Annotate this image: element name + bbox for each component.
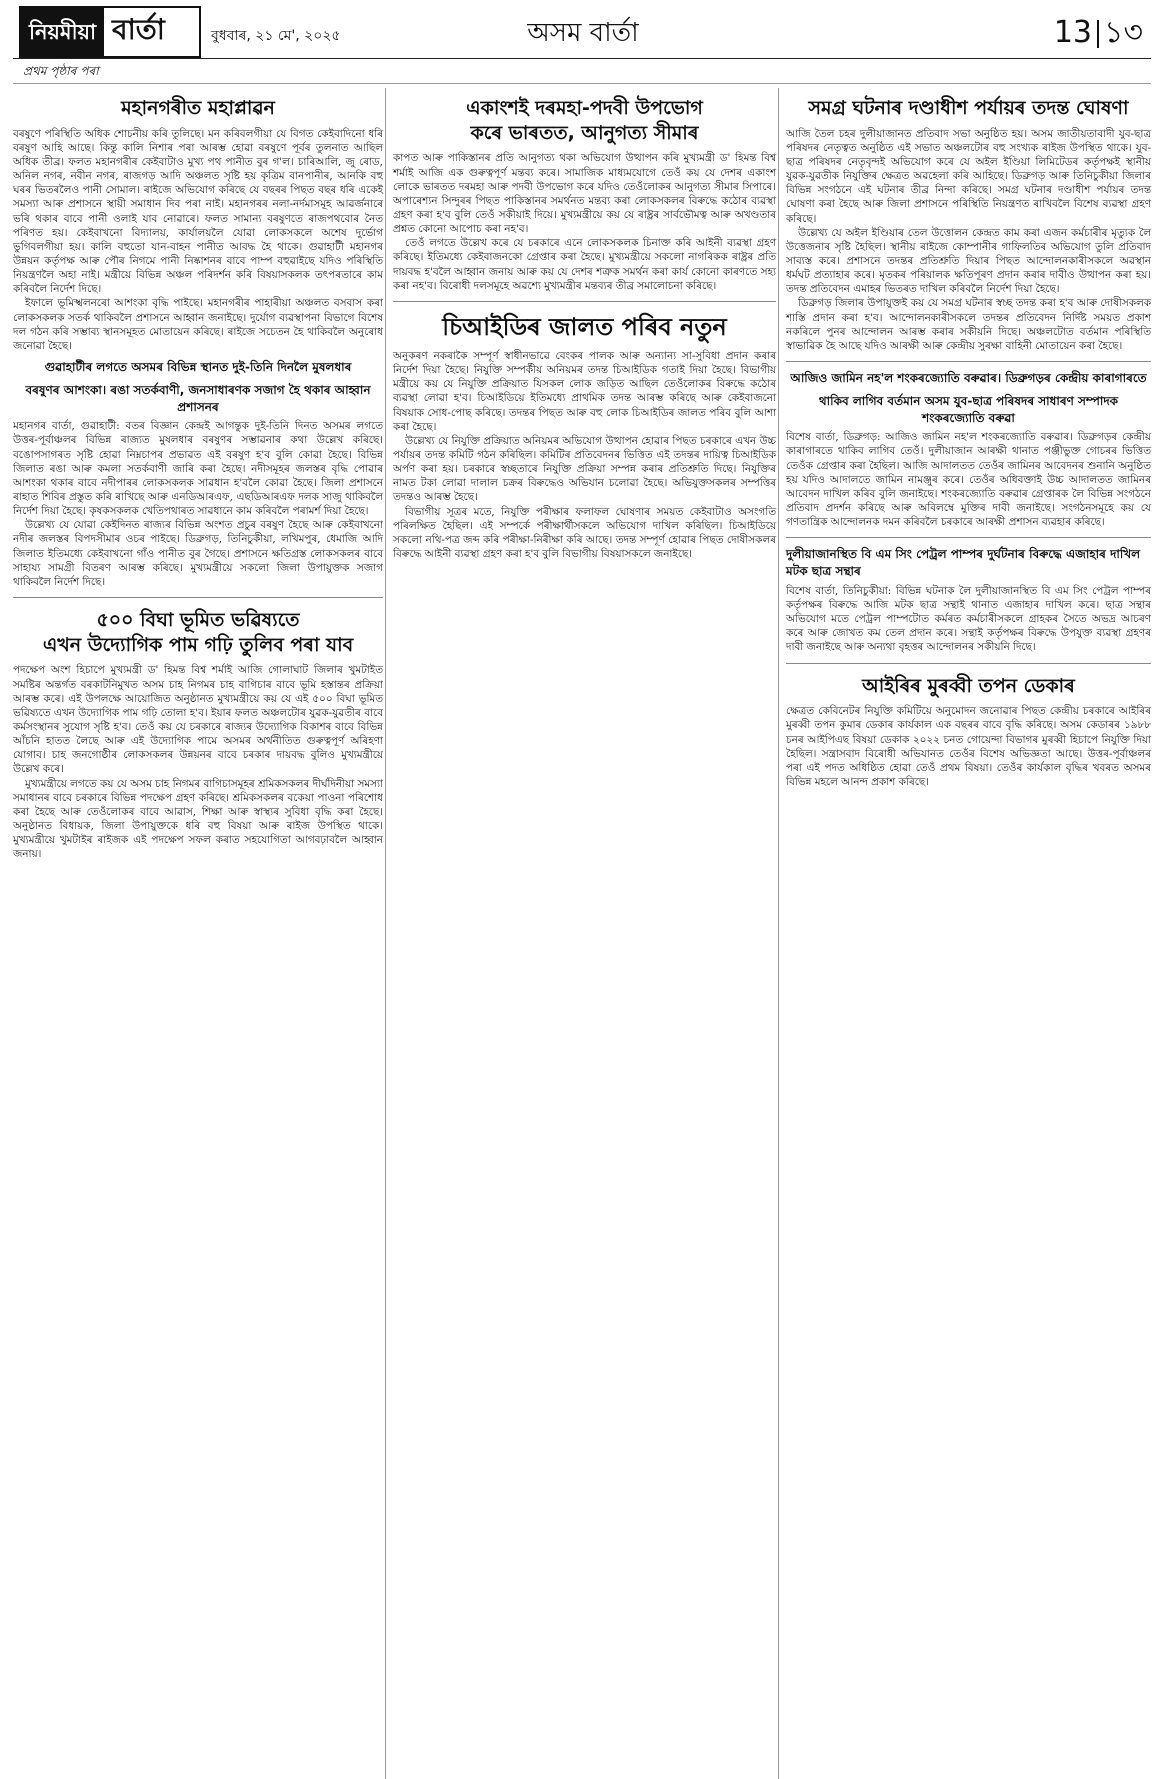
headline-ib-chief: আইৰিৰ মুৰব্বী তপন ডেকাৰ [862,674,1075,697]
article-paragraph: উল্লেখ্য যে নিযুক্তি প্ৰক্ৰিয়াত অনিয়মৰ অভিযোগ উত্থাপন হোৱাৰ পিছত চৰকাৰে এখন উচ্চ পৰ্যায়ৰ তদন্ত কমিটি গঠন কৰিছিল। কমিটিৰ প্ৰতিবেদনৰ ভিত্তিত এই তদন্তৰ দায়িত্ব চিআইডিক অৰ্পণ কৰা হয়। চৰকাৰে স্বচ্ছতাৰে নিযুক্তি প্ৰক্ৰিয়া সম্পন্ন কৰাৰ প্ৰতিশ্ৰুতি দিছে। নিযুক্তিৰ নামত টকা লোৱা দালাল চক্ৰৰ বিৰুদ্ধেও অভিযান চলোৱা হৈছে। অভিযুক্তসকলৰ সম্পত্তিৰ তদন্তও আৰম্ভ হৈছে। [393,434,776,504]
article-columns [13,86,1151,1779]
headline-flood: মহানগৰীত মহাপ্লাৱন [121,97,275,119]
continuation-label: প্ৰথম পৃষ্ঠাৰ পৰা [23,64,99,78]
article-paragraph: মুখ্যমন্ত্ৰীয়ে লগতে কয় যে অসম চাহ নিগমৰ বাগিচাসমূহৰ শ্ৰমিকসকলৰ দীৰ্ঘদিনীয়া সমস্যা সমাধানৰ বাবে চৰকাৰে বিভিন্ন পদক্ষেপ গ্ৰহণ কৰিছে। শ্ৰমিকসকলৰ বকেয়া পাওনা পৰিশোধ কৰা হৈছে আৰু তেওঁলোকৰ বাবে আৱাস, শিক্ষা আৰু স্বাস্থ্যৰ সুবিধা বৃদ্ধি কৰা হৈছে। অনুষ্ঠানত বিধায়ক, জিলা উপায়ুক্তকে ধৰি বহু বিষয়া আৰু ৰাইজ উপস্থিত থাকে। মুখ্যমন্ত্ৰীয়ে খুমটাইৰ ৰাইজক এই পদক্ষেপ সফল কৰাত সহযোগিতা আগবঢ়াবলৈ আহ্বান জনায়। [13,777,383,861]
article-paragraph: অনুকৰণ নকৰাকৈ সম্পূৰ্ণ স্বাধীনভাৱে বেংকৰ পালক আৰু অন্যান্য সা-সুবিধা প্ৰদান কৰাৰ নিৰ্দেশ দিয়া হৈছে। নিযুক্তি সম্পৰ্কীয় অনিয়মৰ তদন্ত চিআইডিক গতাই দিয়া হৈছে। বিভাগীয় মন্ত্ৰীয়ে কয় যে নিযুক্তি প্ৰক্ৰিয়াত যিসকল লোক জড়িত আছিল তেওঁলোকৰ বিৰুদ্ধে কঠোৰ ব্যৱস্থা লোৱা হ'ব। চিআইডিয়ে ইতিমধ্যে প্ৰাথমিক তদন্ত আৰম্ভ কৰিছে আৰু কেইবাজনো বিষয়াক সোধ-পোছ কৰিছে। তদন্তৰ পিছত আৰু বহু লোক চিআইডিৰ জালত পৰিব বুলি আশা কৰা হৈছে। [393,349,776,433]
article-paragraph: ইফালে ভূমিস্খলনৰো আশংকা বৃদ্ধি পাইছে। মহানগৰীৰ পাহাৰীয়া অঞ্চলত বসবাস কৰা লোকসকলক সতৰ্ক থাকিবলৈ প্ৰশাসনে আহ্বান জনাইছে। দুৰ্যোগ ব্যৱস্থাপনা বিভাগে বিশেষ দল গঠন কৰি সম্ভাব্য স্থানসমূহত মোতায়েন কৰিছে। ৰাইজে সচেতন হৈ থাকিবলৈ অনুৰোধ জনোৱা হৈছে। [13,297,383,352]
headline-loyalty [393,96,776,145]
article-paragraph: মহানগৰ বাৰ্তা, গুৱাহাটী: বতৰ বিজ্ঞান কেন্দ্ৰই আগন্তুক দুই-তিনি দিনত অসমৰ লগতে উত্তৰ-পূৰ্বাঞ্চলৰ বিভিন্ন ৰাজ্যত মুষলধাৰ বৰষুণৰ সম্ভাৱনাৰ কথা উল্লেখ কৰিছে। বঙোপসাগৰত সৃষ্টি হোৱা নিম্নচাপৰ প্ৰভাৱত এই বৰষুণ হ'ব বুলি কোৱা হৈছে। বিভিন্ন জিলাত ৰঙা আৰু কমলা সতৰ্কবাণী জাৰি কৰা হৈছে। নদীসমূহৰ জলস্তৰ বৃদ্ধি পোৱাৰ আশংকা থকাৰ বাবে নদীপাৰৰ লোকসকলক সাৱধান হ'বলৈ কোৱা হৈছে। জিলা প্ৰশাসনে ৰাহাত শিবিৰ প্ৰস্তুত কৰি ৰাখিছে আৰু এনডিআৰএফ, এছডিআৰএফ দলক সাজু থাকিবলৈ নিৰ্দেশ দিয়া হৈছে। কৃষকসকলক খেতিপথাৰত সাৱধানে কাম কৰিবলৈ পৰামৰ্শ দিয়া হৈছে। [13,420,383,518]
article-paragraph: পদক্ষেপ অংশ হিচাপে মুখ্যমন্ত্ৰী ড' হিমন্ত বিশ্ব শৰ্মাই আজি গোলাঘাট জিলাৰ খুমটাইত সমষ্টিৰ অন্তৰ্গত বৰকাটনিমুখত অসম চাহ নিগমৰ চাহ বাগিচাৰ বাবে ভূমি হস্তান্তৰ প্ৰক্ৰিয়া আৰম্ভ কৰে। এই উপলক্ষে আয়োজিত অনুষ্ঠানত মুখ্যমন্ত্ৰীয়ে কয় যে এই ৫০০ বিঘা ভূমিত ভৱিষ্যতে এখন উদ্যোগিক পাম গঢ়ি তোলা হ'ব। ইয়াৰ ফলত অঞ্চলটোৰ যুৱক-যুৱতীৰ বাবে কৰ্মসংস্থানৰ সুযোগ সৃষ্টি হ'ব। তেওঁ কয় যে চৰকাৰে ৰাজ্যৰ উদ্যোগিক বিকাশৰ বাবে বিভিন্ন আঁচনি হাতত লৈছে আৰু এই উদ্যোগিক পামে অসমৰ অৰ্থনীতিত গুৰুত্বপূৰ্ণ অৰিহণা যোগাব। চাহ জনগোষ্ঠীৰ লোকসকলৰ উন্নয়নৰ বাবে চৰকাৰ দায়বদ্ধ বুলিও মুখ্যমন্ত্ৰীয়ে উল্লেখ কৰে। [13,664,383,776]
headline-line: কৰে ভাৰতত, আনুগত্য সীমাৰ [470,121,699,144]
headline-line: এখন উদ্যোগিক পাম গঢ়ি তুলিব পৰা যাব [42,633,354,656]
headline-cid: চিআইডিৰ জালত পৰিব নতুন [442,312,727,341]
subheadline-weather: গুৱাহাটীৰ লগতে অসমৰ বিভিন্ন স্থানত দুই-তিনি দিনলৈ মুষলধাৰ [44,359,352,374]
article-paragraph: উল্লেখ্য যে অইল ইণ্ডিয়াৰ তেল উত্তোলন কেন্দ্ৰত কাম কৰা এজন কৰ্মচাৰীৰ মৃত্যুক লৈ উত্তেজনাৰ সৃষ্টি হৈছিল। স্থানীয় ৰাইজে কোম্পানীৰ গাফিলতিৰ অভিযোগ তুলি প্ৰতিবাদ সাব্যস্ত কৰে। প্ৰশাসনে তদন্তৰ প্ৰতিশ্ৰুতি দিয়াৰ পিছত আন্দোলনকাৰীসকলে অৱস্থান ধৰ্মঘট প্ৰত্যাহাৰ কৰে। মৃতকৰ পৰিয়ালক ক্ষতিপূৰণ প্ৰদান কৰাৰ দাবীও উত্থাপন কৰা হয়। তদন্ত প্ৰতিবেদন এমাহৰ ভিতৰত দাখিল কৰিবলৈ নিৰ্দেশ দিয়া হৈছে। [786,226,1151,296]
column-left [13,86,383,1779]
article-divider [393,301,776,302]
article-paragraph: বৰষুণে পৰিস্থিতি অধিক শোচনীয় কৰি তুলিছে। মন কৰিবলগীয়া যে বিগত কেইবাদিনো ধৰি বৰষুণ আহি আছে। কিন্তু কালি নিশাৰ পৰা আৰম্ভ হোৱা বৰষুণে পূৰ্বৰ তুলনাত আছিল অধিক তীব্ৰ। ফলত মহানগৰীৰ কেইবাটাও মুখ্য পথ পানীত বুৰ গ'ল। চাৰিআলি, জু ৰোড, অনিল নগৰ, নবীন নগৰ, ৰাজগড় আদি অঞ্চলত সৃষ্টি হয় কৃত্ৰিম বানপানীৰ, আনকি বহু ঘৰৰ ভিতৰলৈও পানী সোমাল। ৰাইজে অভিযোগ কৰিছে যে বছৰৰ পিছত বছৰ ধৰি একেই সমস্যা আৰু প্ৰশাসনে স্থায়ী সমাধান দিব পৰা নাই। মহানগৰৰ নলা-নৰ্দমাসমূহ আৱৰ্জনাৰে ভৰি থকাৰ বাবে পানী ওলাই যাব নোৱাৰে। ফলত সামান্য বৰষুণতে ৰাজপথবোৰ নৈত পৰিণত হয়। কেইবাখনো বিদ্যালয়, কাৰ্যালয়লৈ যোৱা লোকসকলে অশেষ দুৰ্ভোগ ভুগিবলগীয়া হয়। কালি বহুতো যান-বাহন পানীত আবদ্ধ হৈ থাকে। গুৱাহাটী মহানগৰ উন্নয়ন কৰ্তৃপক্ষ আৰু পৌৰ নিগমে পানী নিষ্কাশনৰ বাবে পাম্প বহুৱাইছে যদিও পৰিস্থিতি নিয়ন্ত্ৰণলৈ অহা নাই। মন্ত্ৰীয়ে বিভিন্ন অঞ্চল পৰিদৰ্শন কৰি বিষয়াসকলক তৎপৰতাৰে কাম কৰিবলৈ নিৰ্দেশ দিছে। [13,127,383,296]
article-paragraph: উল্লেখ্য যে যোৱা কেইদিনত ৰাজ্যৰ বিভিন্ন অংশত প্ৰচুৰ বৰষুণ হৈছে আৰু কেইবাখনো নদীৰ জলস্তৰ বিপদসীমাৰ ওচৰ পাইছে। ডিব্ৰুগড়, তিনিচুকীয়া, লখিমপুৰ, ধেমাজি আদি জিলাত ইতিমধ্যে কেইবাখনো গাঁও পানীত বুৰ গৈছে। প্ৰশাসনে ক্ষতিগ্ৰস্ত লোকসকলৰ বাবে সাহায্য সামগ্ৰী বিতৰণ আৰম্ভ কৰিছে। মুখ্যমন্ত্ৰীয়ে সকলো জিলা উপায়ুক্তক সজাগ থাকিবলৈ নিৰ্দেশ দিছে। [13,519,383,588]
article-paragraph: ক্ষেত্ৰত কেবিনেটৰ নিযুক্তি কমিটিয়ে অনুমোদন জনোৱাৰ পিছত কেন্দ্ৰীয় চৰকাৰে আইৰিৰ মুৰব্বী তপন কুমাৰ ডেকাৰ কাৰ্যকাল এক বছৰৰ বাবে বৃদ্ধি কৰিছে। অসম কেডাৰৰ ১৯৮৮ চনৰ আইপিএছ বিষয়া ডেকাক ২০২২ চনত গোয়েন্দা বিভাগৰ মুৰব্বী হিচাপে নিযুক্তি দিয়া হৈছিল। সন্ত্ৰাসবাদ বিৰোধী অভিযানত তেওঁৰ বিশেষ অভিজ্ঞতা আছে। উত্তৰ-পূৰ্বাঞ্চলৰ পৰা এই পদত অধিষ্ঠিত হোৱা তেওঁ প্ৰথম বিষয়া। তেওঁৰ কাৰ্যকাল বৃদ্ধিৰ খবৰত অসমৰ বিভিন্ন মহলে আনন্দ প্ৰকাশ কৰিছে। [786,705,1151,788]
article-divider [786,663,1151,664]
newspaper-logo [19,6,201,58]
section-title: অসম বাৰ্তা [527,18,639,48]
subheadline-bail: আজিও জামিন নহ'ল শংকৰজ্যোতি বৰুৱাৰ। ডিব্ৰুগড়ৰ কেন্দ্ৰীয় কাৰাগাৰতে [790,370,1147,385]
article-divider [13,597,383,598]
article-paragraph: বিশেষ বাৰ্তা, ডিব্ৰুগড়: আজিও জামিন নহ'ল শংকৰজ্যোতি বৰুৱাৰ। ডিব্ৰুগড়ৰ কেন্দ্ৰীয় কাৰাগাৰতে থাকিব লাগিব তেওঁ। দুলীয়াজান আৰক্ষী থানাত পঞ্জীভুক্ত গোচৰৰ ভিত্তিত তেওঁক গ্ৰেপ্তাৰ কৰা হৈছিল। আজি আদালতত তেওঁৰ জামিনৰ আবেদনৰ শুনানি অনুষ্ঠিত হয় যদিও আদালতে জামিন নামঞ্জুৰ কৰে। তেওঁৰ অধিবক্তাই উচ্চ আদালতত জামিনৰ আবেদন দাখিল কৰিব বুলি জনাইছে। শংকৰজ্যোতি বৰুৱাৰ গ্ৰেপ্তাৰক লৈ বিভিন্ন সংগঠনে প্ৰতিবাদ প্ৰদৰ্শন কৰিছে আৰু অবিলম্বে মুক্তিৰ দাবী জনাইছে। সংগঠনসমূহে কয় যে গণতান্ত্ৰিক আন্দোলনক দমন কৰিবলৈ চৰকাৰে আৰক্ষী প্ৰশাসন ব্যৱহাৰ কৰিছে। [786,431,1151,529]
article-paragraph: বিশেষ বাৰ্তা, তিনিচুকীয়া: বিভিন্ন ঘটনাক লৈ দুলীয়াজানস্থিত বি এম সিং পেট্ৰল পাম্পৰ কৰ্তৃপক্ষৰ বিৰুদ্ধে আজি মটক ছাত্ৰ সন্থাই থানাত এজাহাৰ দাখিল কৰে। ছাত্ৰ সন্থাৰ অভিযোগ মতে পেট্ৰল পাম্পটোত কৰ্মৰত কৰ্মচাৰীসকলে গ্ৰাহকৰ সৈতে অভদ্ৰ আচৰণ কৰে আৰু জোখত কম তেল প্ৰদান কৰে। সন্থাই কৰ্তৃপক্ষৰ বিৰুদ্ধে উপযুক্ত ব্যৱস্থা গ্ৰহণৰ দাবী জনাইছে আৰু অন্যথা বৃহত্তৰ আন্দোলনৰ সকীয়নি দিছে। [786,584,1151,654]
article-paragraph: কাপত আৰু পাকিস্তানৰ প্ৰতি আনুগত্য থকা অভিযোগ উত্থাপন কৰি মুখ্যমন্ত্ৰী ড' হিমন্ত বিশ্ব শৰ্মাই আজি এক গুৰুত্বপূৰ্ণ মন্তব্য কৰে। সামাজিক মাধ্যমযোগে তেওঁ কয় যে দেশৰ একাংশ লোকে ভাৰতত দৰমহা আৰু পদবী উপভোগ কৰে যদিও তেওঁলোকৰ আনুগত্য সীমাৰ সিপাৰে। অপাৰেশ্যন সিন্দুৰৰ পিছত পাকিস্তানৰ সমৰ্থনত মন্তব্য কৰা লোকসকলৰ বিৰুদ্ধে কঠোৰ ব্যৱস্থা গ্ৰহণ কৰা হ'ব বুলি তেওঁ সকীয়াই দিয়ে। মুখ্যমন্ত্ৰীয়ে কয় যে ৰাষ্ট্ৰৰ সাৰ্বভৌমত্ব আৰু অখণ্ডতাৰ প্ৰশ্নত কোনো আপোচ কৰা নহ'ব। [393,152,776,236]
page-number-native: ১৩ [1104,15,1143,50]
logo-part1: নিয়মীয়া [21,8,104,56]
article-paragraph: বিভাগীয় সূত্ৰৰ মতে, নিযুক্তি পৰীক্ষাৰ ফলাফল ঘোষণাৰ সময়ত কেইবাটাও অসংগতি পৰিলক্ষিত হৈছিল। এই সম্পৰ্কে পৰীক্ষাৰ্থীসকলে অভিযোগ দাখিল কৰিছিল। চিআইডিয়ে সকলো নথি-পত্ৰ জব্দ কৰি পৰীক্ষা-নিৰীক্ষা কৰি আছে। তদন্ত সম্পূৰ্ণ হোৱাৰ পিছত দোষীসকলৰ বিৰুদ্ধে আইনী ব্যৱস্থা গ্ৰহণ কৰা হ'ব বুলি বিভাগীয় বিষয়াসকলে জনাইছে। [393,505,776,560]
subheadline-weather-2: বৰষুণৰ আশংকা। ৰঙা সতৰ্কবাণী, জনসাধাৰণক সজাগ হৈ থকাৰ আহ্বান প্ৰশাসনৰ [25,382,371,414]
article-divider [786,361,1151,362]
subheadline-petrol-pump: দুলীয়াজানস্থিত বি এম সিং পেট্ৰল পাম্পৰ দুৰ্ঘটনাৰ বিৰুদ্ধে এজাহাৰ দাখিল মটক ছাত্ৰ সন্থাৰ [786,547,1141,579]
column-middle [393,86,776,1779]
headline-industrial-park [13,608,383,657]
subheadline-bail-2: থাকিব লাগিব বৰ্তমান অসম যুব-ছাত্ৰ পৰিষদৰ সাধাৰণ সম্পাদক শংকৰজ্যোতি বৰুৱা [818,393,1119,425]
column-right [786,86,1151,1779]
continuation-bar [13,59,1151,84]
page-number-divider [1097,20,1099,48]
article-paragraph: আজি তৈল চহৰ দুলীয়াজানত প্ৰতিবাদ সভা অনুষ্ঠিত হয়। অসম জাতীয়তাবাদী যুব-ছাত্ৰ পৰিষদৰ নেতৃত্বত অনুষ্ঠিত এই সভাত অঞ্চলটোৰ বহু সংখ্যক ৰাইজ উপস্থিত থাকে। যুব-ছাত্ৰ পৰিষদৰ নেতৃবৃন্দই অভিযোগ কৰে যে অইল ইণ্ডিয়া লিমিটেডৰ কৰ্তৃপক্ষই স্থানীয় যুৱক-যুৱতীক নিযুক্তিৰ ক্ষেত্ৰত অৱহেলা কৰি আহিছে। ডিব্ৰুগড় আৰু তিনিচুকীয়া জিলাৰ বিভিন্ন সংগঠনে এই ঘটনাৰ তীব্ৰ নিন্দা কৰিছে। সমগ্ৰ ঘটনাৰ দণ্ডাধীশ পৰ্যায়ৰ তদন্ত ঘোষণা কৰা হৈছে আৰু জিলা প্ৰশাসনে পৰিস্থিতি নিয়ন্ত্ৰণত ৰাখিবলৈ বিশেষ ব্যৱস্থা গ্ৰহণ কৰিছে। [786,127,1151,225]
page-number-ascii: 13 [1053,15,1093,50]
article-divider [786,537,1151,538]
headline-line: একাংশই দৰমহা-পদবী উপভোগ [466,97,703,119]
article-paragraph: ডিব্ৰুগড় জিলাৰ উপায়ুক্তই কয় যে সমগ্ৰ ঘটনাৰ স্বচ্ছ তদন্ত কৰা হ'ব আৰু দোষীসকলক শাস্তি প্ৰদান কৰা হ'ব। আন্দোলনকাৰীসকলে তদন্তৰ প্ৰতিবেদন নিৰ্দিষ্ট সময়ত প্ৰকাশ নকৰিলে পুনৰ আন্দোলন আৰম্ভ কৰাৰ সকীয়নি দিছে। অঞ্চলটোত বৰ্তমান পৰিস্থিতি স্বাভাৱিক হৈ আছে যদিও আৰক্ষী আৰু কেন্দ্ৰীয় সুৰক্ষা বাহিনী মোতায়েন কৰা হৈছে। [786,297,1151,352]
headline-line: ৫০০ বিঘা ভূমিত ভৱিষ্যতে [96,609,300,632]
page-number [1054,8,1143,59]
headline-inquiry: সমগ্ৰ ঘটনাৰ দণ্ডাধীশ পৰ্যায়ৰ তদন্ত ঘোষণা [808,97,1129,119]
dateline: বুধবাৰ, ২১ মে', ২০২৫ [211,28,341,44]
article-paragraph: তেওঁ লগতে উল্লেখ কৰে যে চৰকাৰে এনে লোকসকলক চিনাক্ত কৰি আইনী ব্যৱস্থা গ্ৰহণ কৰিছে। ইতিমধ্যে কেইবাজনকো গ্ৰেপ্তাৰ কৰা হৈছে। মুখ্যমন্ত্ৰীয়ে সকলো নাগৰিকক ৰাষ্ট্ৰৰ প্ৰতি দায়বদ্ধ হ'বলৈ আহ্বান জনায় আৰু কয় যে দেশৰ শত্ৰুক সমৰ্থন কৰা কাৰ্য কোনো কাৰণতে সহ্য কৰা নহ'ব। বিৰোধী দলসমূহে অৱশ্যে মুখ্যমন্ত্ৰীৰ মন্তব্যৰ তীব্ৰ সমালোচনা কৰিছে। [393,237,776,292]
masthead [13,0,1151,59]
logo-part2: বাৰ্তা [112,13,165,46]
